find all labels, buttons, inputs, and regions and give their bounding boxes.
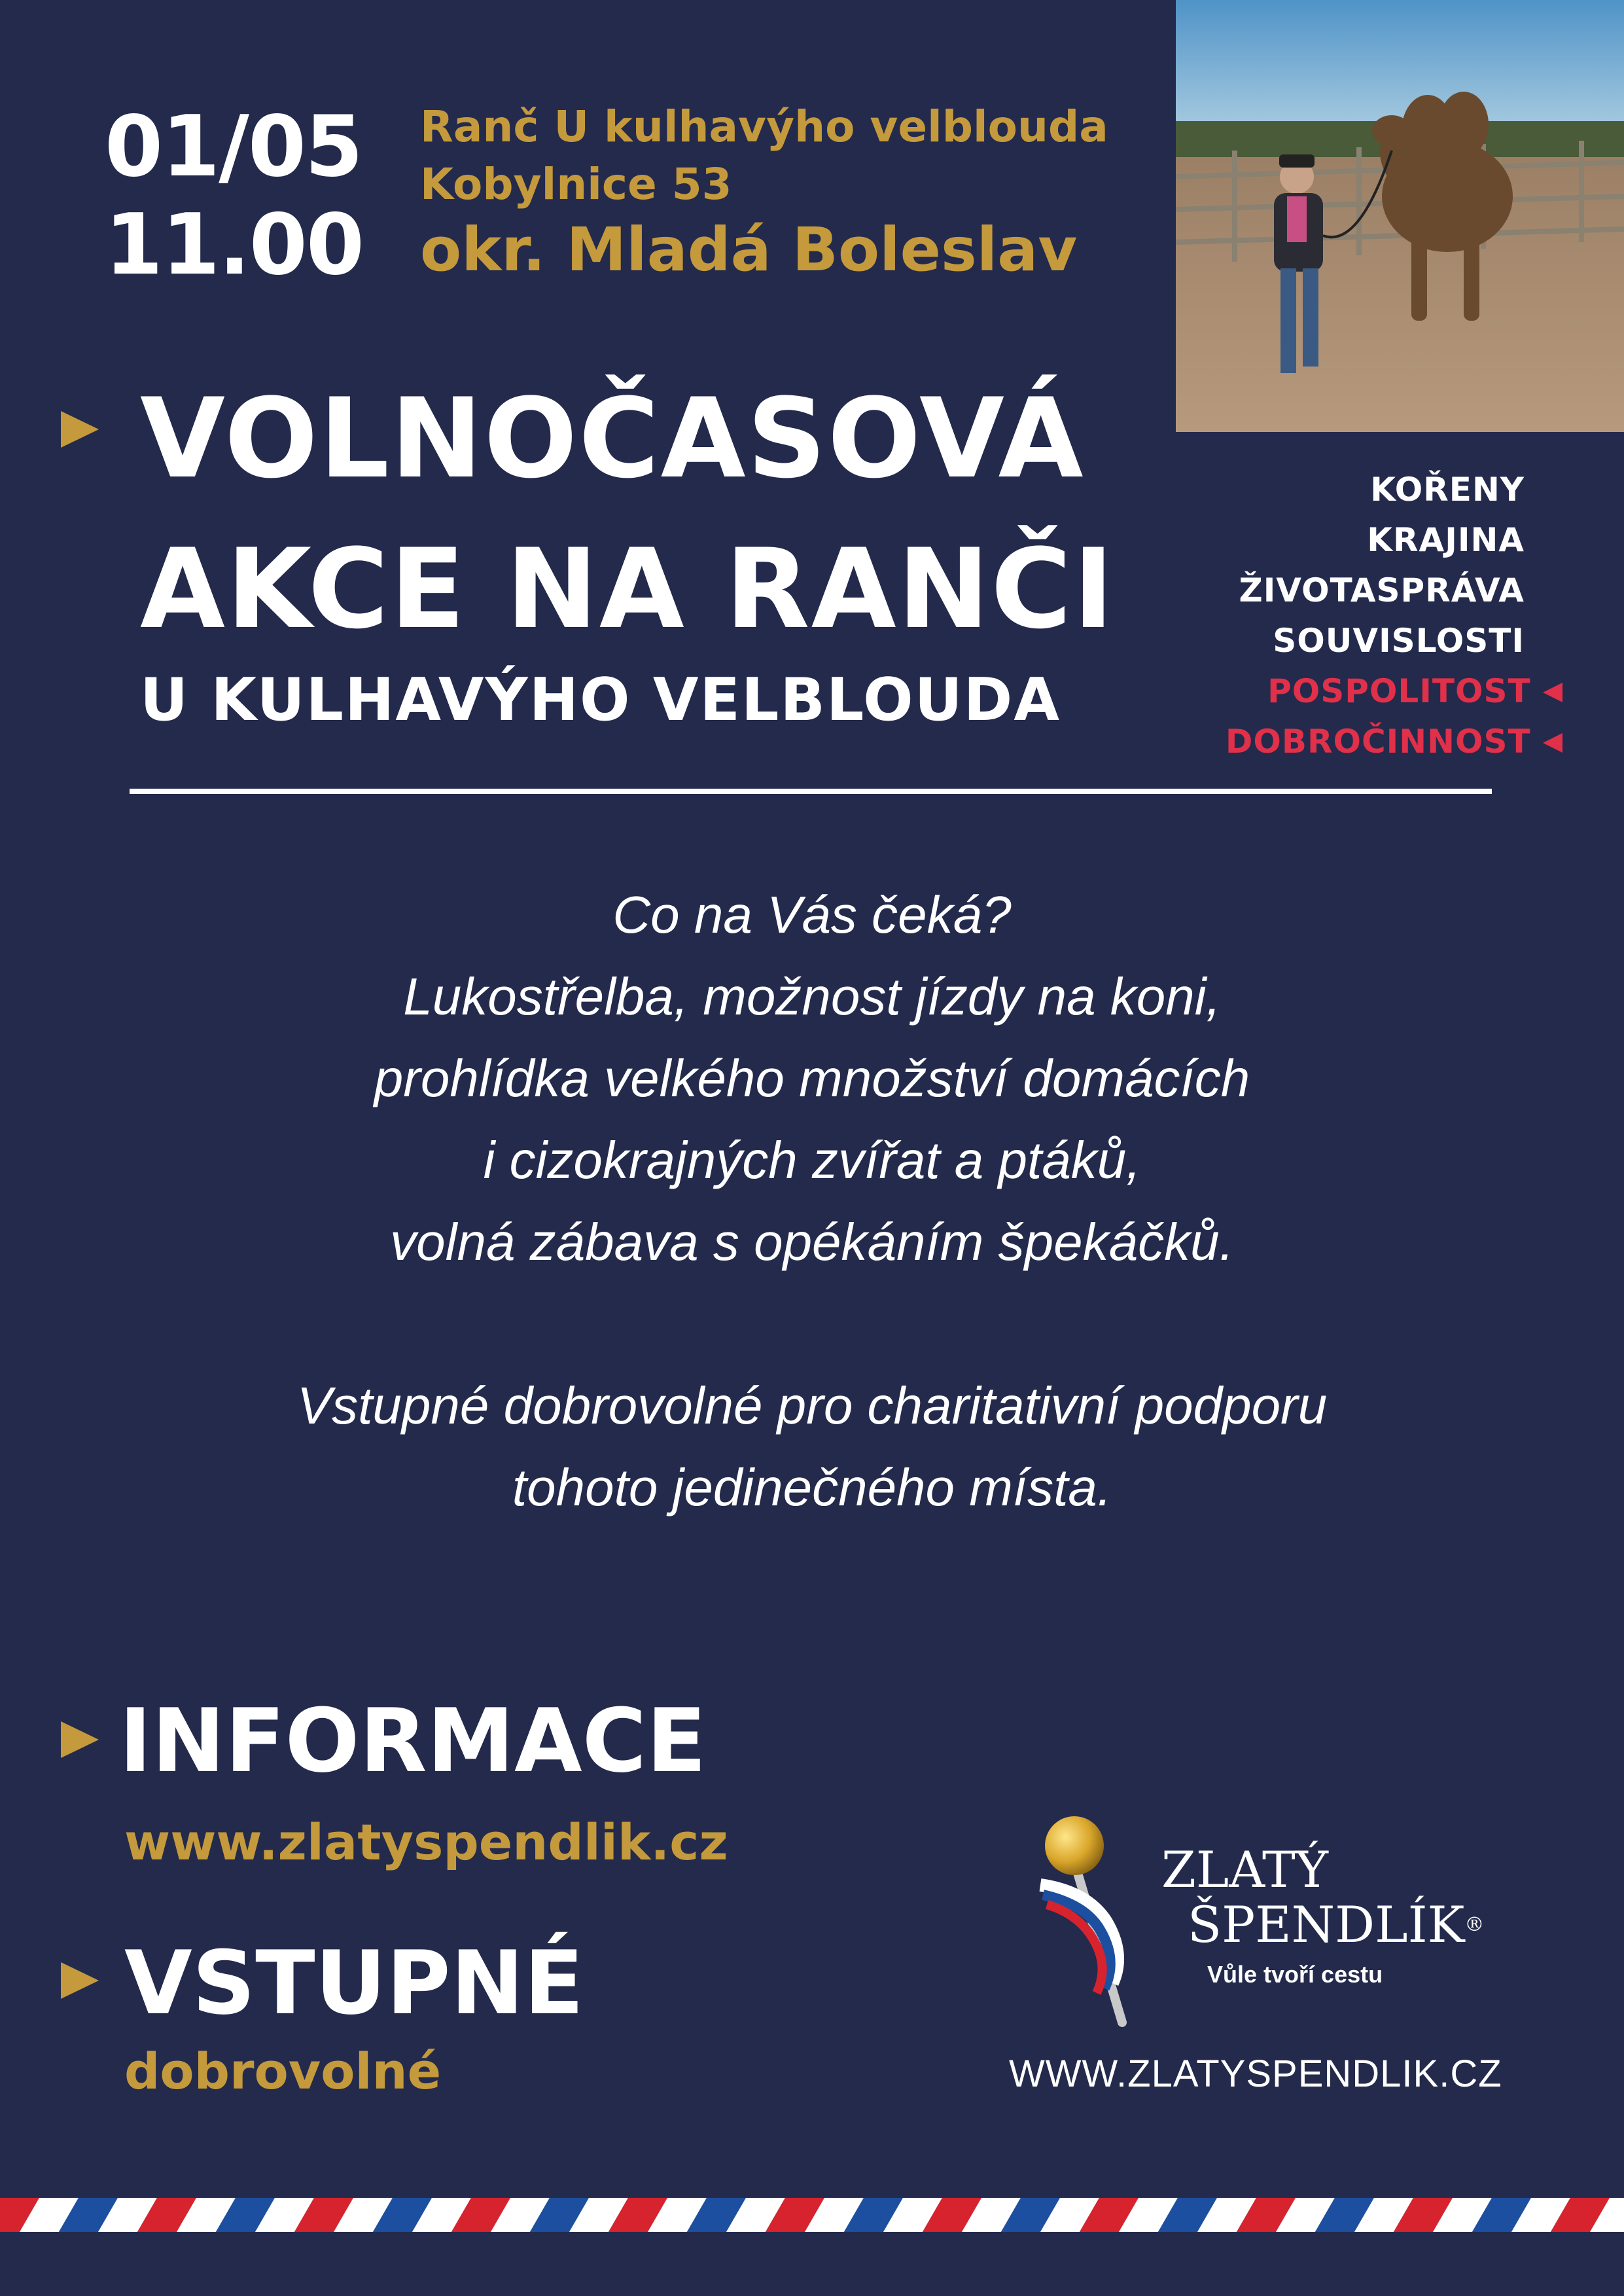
pointer-left-icon xyxy=(1543,683,1562,702)
description-line: i cizokrajných zvířat a ptáků, xyxy=(483,1131,1141,1189)
logo-wordmark xyxy=(1161,1842,1484,1952)
event-subtitle: U KULHAVÝHO VELBLOUDA xyxy=(140,666,1061,734)
divider xyxy=(130,789,1492,794)
venue-address: Kobylnice 53 xyxy=(420,159,732,209)
title-line-2: AKCE NA RANČI xyxy=(140,525,1116,653)
value-item: KOŘENY xyxy=(1370,471,1525,509)
venue-district: okr. Mladá Boleslav xyxy=(420,215,1078,285)
event-date xyxy=(105,98,363,295)
values-list xyxy=(1225,465,1531,767)
venue-block xyxy=(420,98,1108,287)
event-description xyxy=(0,874,1624,1528)
event-time: 11.00 xyxy=(105,196,363,294)
entry-bullet-icon xyxy=(61,1962,99,1999)
entry-value: dobrovolné xyxy=(124,2042,442,2100)
entry-note-line: tohoto jedinečného místa. xyxy=(512,1458,1112,1516)
value-item-highlighted: DOBROČINNOST xyxy=(1226,717,1562,767)
info-bullet-icon xyxy=(61,1721,99,1758)
flag-stripe xyxy=(0,2198,1624,2232)
pointer-left-icon xyxy=(1543,733,1562,753)
description-line: volná zábava s opékáním špekáčků. xyxy=(390,1213,1234,1271)
logo-tagline: Vůle tvoří cestu xyxy=(1207,1961,1383,1988)
venue-name: Ranč U kulhavýho velblouda xyxy=(420,101,1108,152)
value-item-highlighted: POSPOLITOST xyxy=(1226,666,1562,717)
logo-line-1: ZLATÝ xyxy=(1161,1840,1328,1899)
description-line: Lukostřelba, možnost jízdy na koni, xyxy=(403,967,1221,1026)
info-heading: INFORMACE xyxy=(119,1690,707,1792)
value-item: ŽIVOTASPRÁVA xyxy=(1239,571,1525,609)
ranch-camel-photo xyxy=(1176,0,1624,432)
title-line-1: VOLNOČASOVÁ xyxy=(140,374,1085,503)
entry-note-line: Vstupné dobrovolné pro charitativní podporu xyxy=(296,1376,1328,1435)
logo-line-2: ŠPENDLÍK® xyxy=(1188,1895,1485,1954)
value-item: KRAJINA xyxy=(1367,521,1525,559)
value-item: SOUVISLOSTI xyxy=(1273,622,1525,660)
entry-heading: VSTUPNÉ xyxy=(124,1932,584,2034)
event-day: 01/05 xyxy=(105,98,362,196)
footer-url[interactable]: WWW.ZLATYSPENDLIK.CZ xyxy=(1009,2053,1502,2095)
description-line: Co na Vás čeká? xyxy=(612,886,1012,944)
title-bullet-icon xyxy=(61,411,99,448)
golden-pin-logo-icon xyxy=(1034,1813,1165,2029)
event-title xyxy=(140,363,1115,664)
info-link[interactable]: www.zlatyspendlik.cz xyxy=(124,1813,728,1871)
description-line: prohlídka velkého množství domácích xyxy=(374,1049,1250,1107)
